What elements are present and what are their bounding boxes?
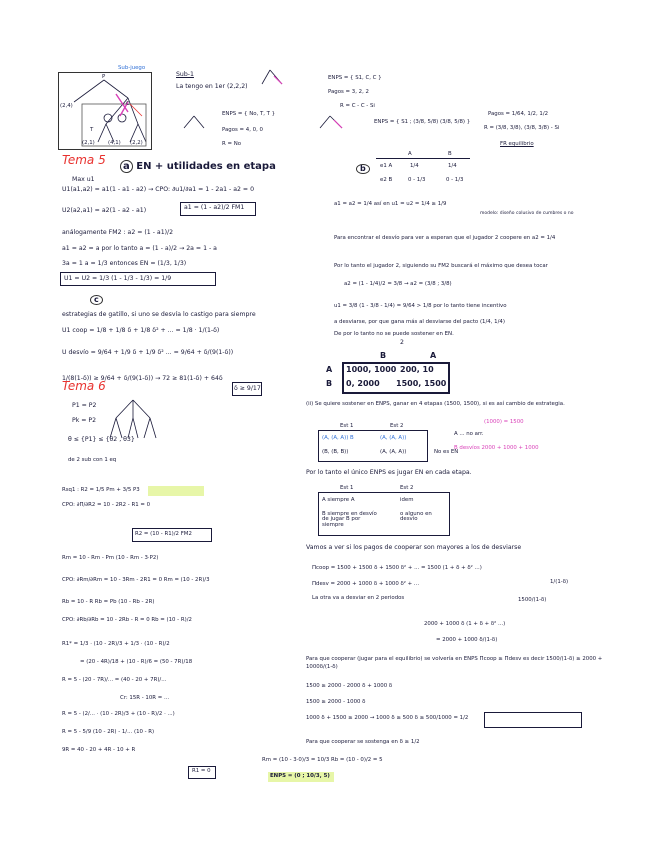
t1-r0-c2: 1/4 [448, 163, 457, 169]
tema6-line-5: CPO: ∂Π/∂R2 = 10 - 2R2 - R1 = 0 [62, 502, 151, 508]
tema6-line-1: Pk = P2 [72, 417, 97, 424]
t2-col-a: A [430, 351, 437, 360]
note-line: modelo: diseño colusivo de cumbres o no [480, 211, 574, 216]
t1-r1-c0: e2 B [380, 177, 393, 183]
t4-r0-c1: idem [400, 497, 414, 503]
tema5-line-5: a1 = a2 = a por lo tanto a = (1 - a)/2 → 2a = 1 - a [62, 245, 217, 252]
circled-a-marker: a [120, 160, 133, 173]
tema6-title: Tema 6 [62, 379, 106, 393]
p7: La otra va a desviar en 2 periodos [312, 595, 405, 601]
p9: Para que cooperar se sostenga en δ ≥ 1/2 [306, 739, 420, 745]
pagos3: Pagos = 1/64, 1/2, 1/2 [488, 111, 549, 117]
tree-node-p: P [102, 74, 106, 80]
circled-b-marker: b [356, 164, 370, 174]
p6: Vamos a ver si los pagos de cooperar son mayores a los de desviarse [306, 544, 522, 551]
tema6-line-6: R2 = (10 - R1)/2 FM2 [135, 531, 192, 537]
tema5-line-11: 1/(8(1-δ)) ≥ 9/64 + δ/(9(1-δ)) → 72 ≥ 81(1-δ) + 64δ [62, 375, 223, 382]
tema5-line-7: U1 = U2 = 1/3 (1 - 1/3 - 1/3) = 1/9 [64, 275, 172, 282]
path-1: A ... no arr. [454, 431, 484, 437]
tema5-line-3: a1 = (1 - a2)/2 FM1 [184, 204, 245, 211]
fr-label: FR equilibrio [500, 141, 534, 147]
t2-r0-c1: 200, 10 [400, 365, 434, 374]
tema6-line-10: CPO: ∂Rb/∂Rb = 10 - 2Rb - R = 0 Rb = (10 - R)/2 [62, 617, 192, 623]
tema5-line-10: U desvío = 9/64 + 1/9 δ + 1/9 δ² ... = 9/64 + δ/(9(1-δ)) [62, 349, 234, 356]
tree-node-t: T [90, 127, 94, 133]
circled-c-marker: c [90, 295, 103, 305]
t2-row-b: B [326, 379, 333, 388]
tema6-line-0: P1 = P2 [72, 402, 97, 409]
pagos2: Pagos = 4, 0, 0 [222, 127, 263, 133]
tema6-line-2: θ ≤ {P1} ≤ {θ2 , θ3} [68, 436, 135, 443]
t1-r0-c0: e1 A [380, 163, 393, 169]
des-line: Πdesv = 2000 + 1000 δ + 1000 δ² + ... [312, 581, 420, 587]
t3-head-0: Est 1 [340, 423, 354, 429]
des3: = 2000 + 1000 δ/(1-δ) [436, 637, 498, 643]
pagos1: Pagos = 3, 2, 2 [328, 89, 369, 95]
tema6-line-8: CPO: ∂Rm/∂Rm = 10 - 3Rm - 2R1 = 0 Rm = (10 - 2R)/3 [62, 577, 210, 583]
p2: Por lo tanto el jugador 2, siguiendo su FM2 buscará el máximo que desea tocar [334, 263, 548, 269]
tema6-line-11: R1* = 1/3 · (10 - 2R)/3 + 1/3 · (10 - R)/2 [62, 641, 170, 647]
aa-line: a1 = a2 = 1/4 así en u1 = u2 = 1/4 ≥ 1/9 [334, 201, 447, 207]
path-0: (1000) = 1500 [484, 419, 524, 425]
tema5-line-8: estrategias de gatillo, si uno se desvía lo castigo para siempre [62, 311, 256, 318]
enps-final: ENPS = (0 ; 10/3, 5) [270, 773, 330, 779]
tree-payoff-3: (2,2) [130, 140, 143, 146]
enps3: ENPS = { S1 ; (3/8, 5/8) (3/8, 5/8) } [374, 119, 471, 125]
tree-top-label: Sub-juego [118, 65, 146, 71]
p5: Por lo tanto el único ENPS es jugar EN en cada etapa. [306, 469, 472, 476]
t3-r1-c0: (B, (B, B)) [322, 449, 349, 455]
tema6-line-7: Rm = 10 - Rm - Pm (10 - Rm - 3·P2) [62, 555, 159, 561]
coop-line: Πcoop = 1500 + 1500 δ + 1500 δ² + ... = 1500 (1 + δ + δ² ...) [312, 565, 482, 571]
e2: 1500 ≥ 2000 - 1000 δ [306, 699, 366, 705]
t2-r1-c1: 1500, 1500 [396, 379, 447, 388]
t3-r1-c1: (A, (A, A)) [380, 449, 407, 455]
tema6-line-9: Rb = 10 - R Rb = Pb (10 - Rb - 2R) [62, 599, 155, 605]
tema5-line-2: U2(a2,a1) = a2(1 - a2 - a1) [62, 207, 147, 214]
e3: 1000 δ + 1500 ≥ 2000 → 1000 δ ≥ 500 δ ≥ 500/1000 = 1/2 [306, 715, 469, 721]
t3-r0-c0: (A, (A, A)) B [322, 435, 354, 441]
tema6-line-17: 9R = 40 - 20 + 4R - 10 + R [62, 747, 136, 753]
t1-head-a: A [408, 151, 412, 157]
ec-line: Rm = (10 - 3·0)/3 = 10/3 Rb = (10 - 0)/2 = 5 [262, 757, 383, 763]
t1-r1-c1: 0 - 1/3 [408, 177, 426, 183]
highlight-green [148, 486, 204, 496]
enps1: ENPS = { S1, C, C } [328, 75, 382, 81]
t1-r1-c2: 0 - 1/3 [446, 177, 464, 183]
tema6-line-16: R = 5 - 5/9 (10 - 2R) - 1/... (10 - R) [62, 729, 155, 735]
r2: R = No [222, 141, 242, 147]
e1: 1500 ≥ 2000 - 2000 δ + 1000 δ [306, 683, 393, 689]
tema6-line-15: R = 5 - (2/... · (10 - 2R)/3 + (10 - R)/2 · ...) [62, 711, 175, 717]
path-2: B desvíos 2000 + 1000 + 1000 [454, 445, 539, 451]
gi-line: (ii) Se quiere sostener en ENPS, ganar en 4 etapas (1500, 1500), si es así cambio de estrategia. [306, 401, 565, 407]
t3-note: No es EN [434, 449, 459, 455]
t2-r1-c0: 0, 2000 [346, 379, 380, 388]
t4-r1-c1: o alguno en desvío [400, 511, 432, 523]
a2-line: a2 = (1 - 1/4)/2 = 3/8 → a2 = (3/8 ; 3/8) [344, 281, 452, 287]
game-tree-diagram [58, 72, 150, 148]
t4-r1-c0: B siempre en desvío de jugar B por siempre [322, 511, 377, 528]
delta-result-box [484, 712, 582, 728]
t4-head-1: Est 2 [400, 485, 414, 491]
frac1: 1/(1-δ) [550, 579, 569, 585]
frac2: 1500/(1-δ) [518, 597, 547, 603]
tema5-line-6: 3a = 1 a = 1/3 entonces EN = (1/3, 1/3) [62, 260, 187, 267]
t3-head-1: Est 2 [390, 423, 404, 429]
p4: De por lo tanto no se puede sostener en EN. [334, 331, 454, 337]
p8: Para que cooperar (jugar para el equilibrio) se volvería en ENPS Πcoop ≥ Πdesv es decir 1500/(1-δ) ≥ 2000 + 1000δ/(1-δ) [306, 656, 603, 670]
p3: a desviarse, por que gana más al desviarse del pacto (1/4, 1/4) [334, 319, 505, 325]
tema6-line-14: Cr: 15R - 10R = ... [120, 695, 170, 701]
des2: 2000 + 1000 δ (1 + δ + δ² ...) [424, 621, 506, 627]
t1-head-b: B [448, 151, 452, 157]
tema6-line-3: de 2 sub con 1 eq [68, 457, 117, 463]
tema6-line-12: = (20 - 4R)/18 + (10 - R)/6 = (50 - 7R)/18 [80, 659, 193, 665]
tema6-line-18: R1 = 0 [192, 768, 211, 774]
tree-node-c: C [126, 101, 130, 107]
tema5-heading-text: EN + utilidades en etapa [136, 161, 276, 172]
tema5-line-1: U1(a1,a2) = a1(1 - a1 - a2) → CPO: ∂u1/∂a1 = 1 - 2a1 - a2 = 0 [62, 186, 255, 193]
sub1-label: Sub-1 [176, 71, 194, 78]
tema5-line-12: δ ≥ 9/17 [234, 385, 261, 392]
t1-r0-c1: 1/4 [410, 163, 419, 169]
tema5-title: Tema 5 [62, 153, 106, 167]
t2-r0-c0: 1000, 1000 [346, 365, 397, 374]
section-two: 2 [400, 339, 404, 346]
t2-col-b: B [380, 351, 387, 360]
t3-r0-c1: (A, (A, A)) [380, 435, 407, 441]
t2-row-a: A [326, 365, 333, 374]
r3: R = (3/8, 3/8), (3/8, 3/8) - Si [484, 125, 560, 131]
u1-line: u1 = 3/8 (1 - 3/8 - 1/4) = 9/64 > 1/8 por lo tanto tiene incentivo [334, 303, 507, 309]
tree-payoff-0: (2,4) [60, 103, 73, 109]
r1: R = C - C - Si [340, 103, 375, 109]
tema5-line-0: Max u1 [72, 176, 95, 183]
tree-payoff-1: (2,1) [82, 140, 95, 146]
t4-head-0: Est 1 [340, 485, 354, 491]
tema5-line-9: U1 coop = 1/8 + 1/8 δ + 1/8 δ² + ... = 1/8 · 1/(1-δ) [62, 327, 220, 334]
tema6-line-13: R = 5 - (20 - 7R)/... = (40 - 20 + 7R)/... [62, 677, 167, 683]
p1: Para encontrar el desvío para ver a esperan que el jugador 2 coopere en a2 = 1/4 [334, 235, 556, 241]
sub1-line: La tengo en 1er (2,2,2) [176, 83, 248, 90]
enps2: ENPS = { No, T, T } [222, 111, 276, 117]
tema5-heading [120, 162, 276, 172]
tree-sketches-top [170, 66, 370, 136]
tema6-line-4: Rsq1 : R2 = 1/5 Pm + 3/5 P3 [62, 487, 140, 493]
t4-r0-c0: A siempre A [322, 497, 355, 503]
tree-payoff-2: (4,1) [108, 140, 121, 146]
tema5-line-4: análogamente FM2 : a2 = (1 - a1)/2 [62, 229, 174, 236]
